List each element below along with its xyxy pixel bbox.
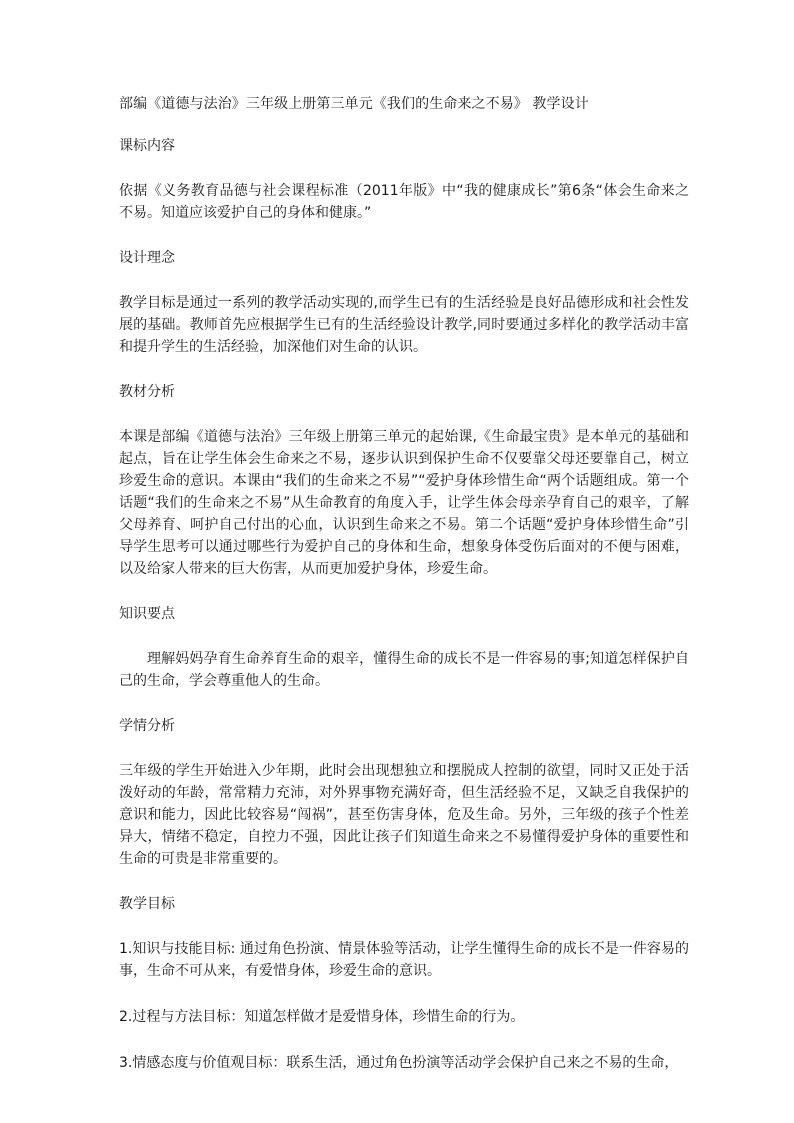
- goal-process-methods: 2.过程与方法目标：知道怎样做才是爱惜身体，珍惜生命的行为。: [119, 1009, 525, 1025]
- section-heading: 设计理念: [119, 250, 175, 266]
- document-title: 部编《道德与法治》三年级上册第三单元《我们的生命来之不易》 教学设计: [119, 96, 589, 112]
- section-paragraph: 理解妈妈孕育生命养育生命的艰辛，懂得生命的成长不是一件容易的事;知道怎样保护自己的生命，学会尊重他人的生命。: [119, 651, 689, 689]
- section-design-concept: [119, 248, 689, 358]
- section-heading: 课标内容: [119, 138, 175, 154]
- section-paragraph: 本课是部编《道德与法治》三年级上册第三单元的起始课,《生命最宝贵》是本单元的基础和起点，旨在让学生体会生命来之不易，逐步认识到保护生命不仅要靠父母还要靠自己，树立珍爱生命的意识。本课由“我们的生命来之不易”“爱护身体珍惜生命“两个话题组成。第一个话题“我们的生命来之不易”从生命教育的角度入手，让学生体会母亲孕育自己的艰辛，了解父母养育、呵护自己付出的心血，认识到生命来之不易。第二个话题“爱护身体珍惜生命”引导学生思考可以通过哪些行为爱护自己的身体和生命，想象身体受伤后面对的不便与困难，以及给家人带来的巨大伤害，从而更加爱护身体，珍爱生命。: [119, 429, 689, 577]
- section-textbook-analysis: [119, 382, 689, 580]
- section-heading: 学情分析: [119, 718, 175, 734]
- document-page: [119, 94, 689, 1098]
- section-learner-analysis: [119, 716, 689, 870]
- section-heading: 教材分析: [119, 384, 175, 400]
- goal-knowledge-skills: 1.知识与技能目标: 通过角色扮演、情景体验等活动，让学生懂得生命的成长不是一件容易的事，生命不可从来，有爱惜身体，珍爱生命的意识。: [119, 941, 689, 979]
- section-heading: 知识要点: [119, 606, 175, 622]
- section-paragraph: 教学目标是通过一系列的教学活动实现的,而学生已有的生活经验是良好品德形成和社会性发展的基础。教师首先应根据学生已有的生活经验设计教学,同时要通过多样化的教学活动丰富和提升学生的生活经验，加深他们对生命的认识。: [119, 295, 689, 355]
- section-paragraph: 三年级的学生开始进入少年期，此时会出现想独立和摆脱成人控制的欲望，同时又正处于活泼好动的年龄，常常精力充沛，对外界事物充满好奇，但生活经验不足，又缺乏自我保护的意识和能力，因此比较容易“闯祸”，甚至伤害身体，危及生命。另外，三年级的孩子个性差异大，情绪不稳定，自控力不强，因此让孩子们知道生命来之不易懂得爱护身体的重要性和生命的可贵是非常重要的。: [119, 763, 689, 867]
- section-teaching-goals: [119, 894, 689, 1074]
- goal-emotion-values: 3.情感态度与价值观目标：联系生活，通过角色扮演等活动学会保护自己来之不易的生命，: [119, 1055, 679, 1071]
- section-curriculum-standard: [119, 136, 689, 224]
- section-key-knowledge: [119, 604, 689, 692]
- section-paragraph: 依据《义务教育品德与社会课程标准（2011年版》中“我的健康成长”第6条“体会生命来之不易。知道应该爱护自己的身体和健康。”: [119, 183, 689, 221]
- section-heading: 教学目标: [119, 896, 175, 912]
